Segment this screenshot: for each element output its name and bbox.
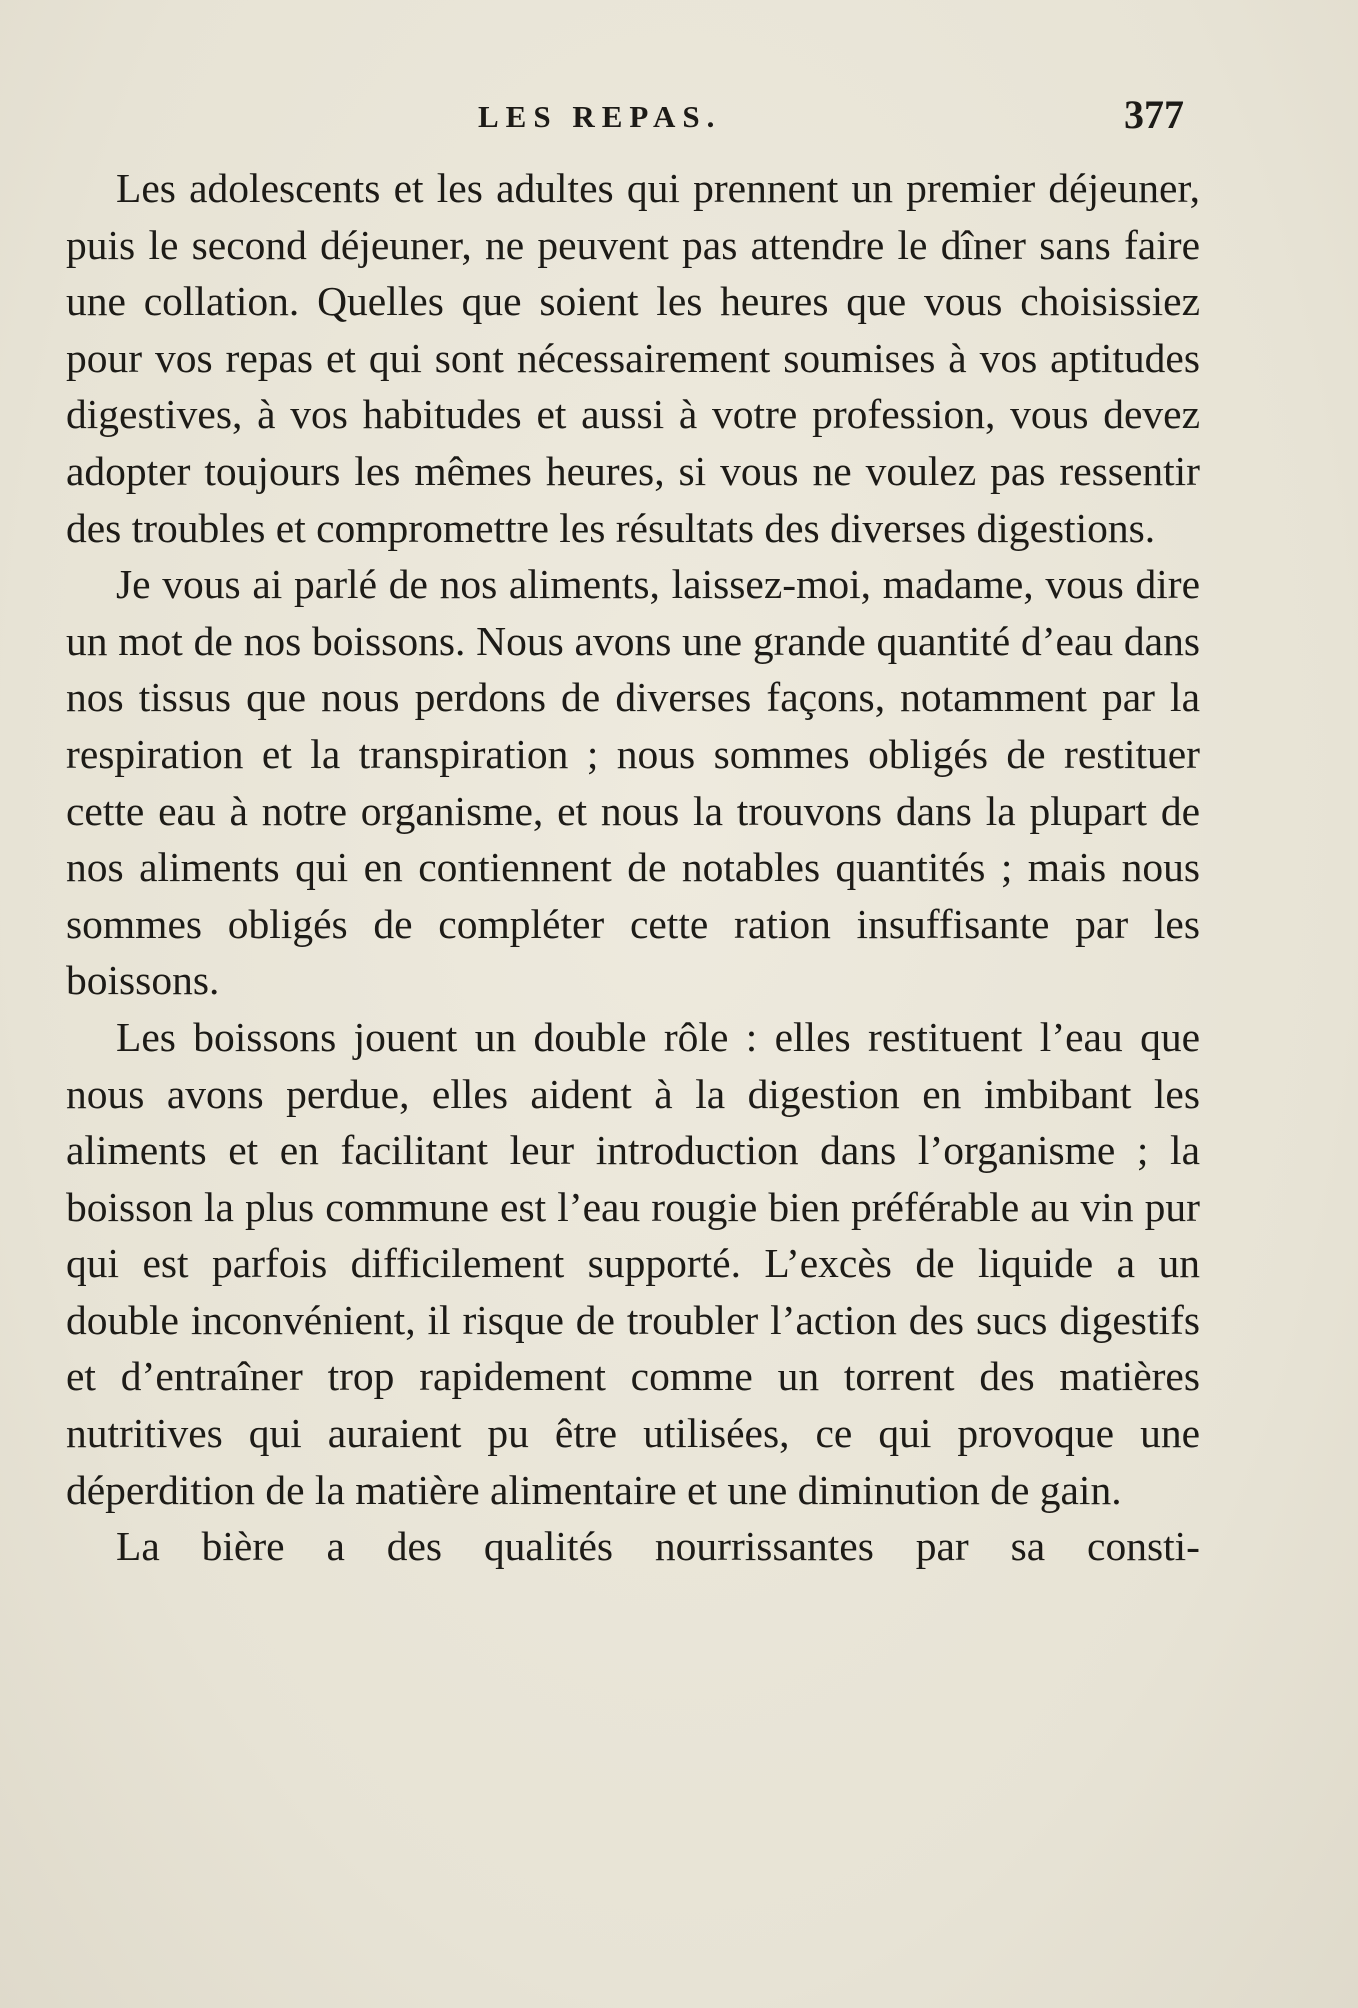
running-title: LES REPAS. (478, 99, 722, 134)
paragraph: La bière a des qualités nourrissantes par sa consti- (116, 1523, 1200, 1570)
page-number: 377 (1124, 92, 1184, 137)
paragraph: Je vous ai parlé de nos aliments, laissez-moi, madame, vous dire un mot de nos boissons. Nous avons une grande quantité d’eau dans nos tissus que nous perdons de diverses façons, notamment par la respiration et la transpiration ; nous sommes obligés de restituer cette eau à notre organisme, et nous la trouvons dans la plupart de nos aliments qui en contiennent de notables quantités ; mais nous sommes obligés de compléter cette ration insuffisante par les boissons. (66, 561, 1200, 1004)
body-text (66, 160, 1200, 1575)
running-head (0, 92, 1358, 139)
paragraph: Les adolescents et les adultes qui prennent un premier déjeuner, puis le second déjeuner, ne peuvent pas attendre le dîner sans faire une collation. Quelles que soient les heures que vous choisissiez pour vos repas et qui sont nécessairement soumises à vos aptitudes digestives, à vos habitudes et aussi à votre profession, vous devez adopter toujours les mêmes heures, si vous ne voulez pas ressentir des troubles et compromettre les résultats des diverses digestions. (66, 165, 1200, 551)
paragraph: Les boissons jouent un double rôle : elles restituent l’eau que nous avons perdue, elles aident à la digestion en imbibant les aliments et en facilitant leur introduction dans l’organisme ; la boisson la plus commune est l’eau rougie bien préférable au vin pur qui est parfois difficilement supporté. L’excès de liquide a un double inconvénient, il risque de troubler l’action des sucs digestifs et d’entraîner trop rapidement comme un torrent des matières nutritives qui auraient pu être utilisées, ce qui provoque une déperdition de la matière alimentaire et une diminution de gain. (66, 1013, 1200, 1513)
